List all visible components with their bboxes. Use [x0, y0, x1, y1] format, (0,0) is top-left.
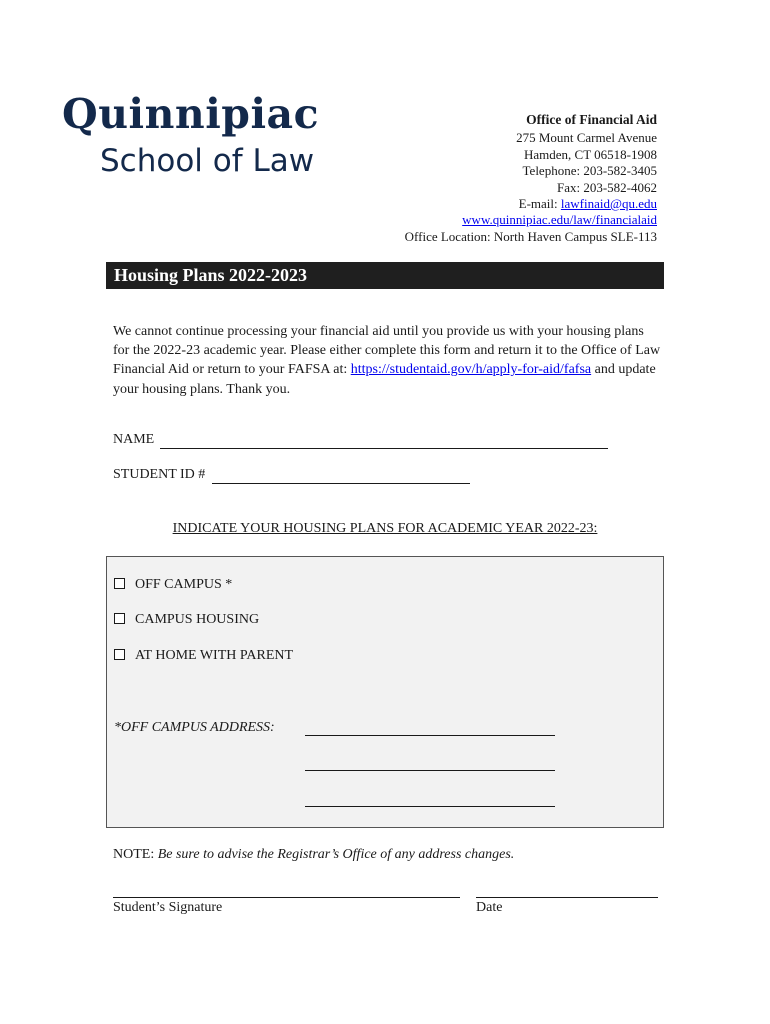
office-fax: Fax: 203-582-4062 — [556, 179, 657, 195]
office-contact-block — [405, 112, 657, 245]
office-email-row — [405, 196, 657, 212]
address-line-2[interactable] — [305, 755, 555, 771]
intro-paragraph — [113, 322, 663, 399]
address-line-1[interactable] — [305, 720, 555, 736]
off-campus-address-label: *OFF CAMPUS ADDRESS: — [114, 720, 275, 735]
date-line[interactable] — [476, 897, 658, 898]
option-label: CAMPUS HOUSING — [135, 612, 260, 627]
logo-school-name: School of Law — [100, 143, 315, 179]
housing-instruction: INDICATE YOUR HOUSING PLANS FOR ACADEMIC YEAR 2022-23: — [172, 521, 598, 536]
note — [113, 847, 514, 863]
office-title: Office of Financial Aid — [526, 112, 657, 127]
option-off-campus[interactable] — [114, 577, 232, 593]
intro-end: and update your housing plans. Thank you. — [113, 362, 656, 397]
office-website-row — [405, 212, 657, 228]
checkbox-icon[interactable] — [114, 613, 125, 624]
option-label: AT HOME WITH PARENT — [135, 648, 294, 663]
housing-options-box — [106, 556, 664, 828]
checkbox-icon[interactable] — [114, 578, 125, 589]
office-email-label: E-mail: — [518, 196, 561, 212]
name-field-line[interactable] — [160, 432, 608, 449]
office-location: Office Location: North Haven Campus SLE-113 — [404, 228, 657, 244]
checkbox-icon[interactable] — [114, 649, 125, 660]
date-label: Date — [476, 900, 503, 915]
office-website-link[interactable]: www.quinnipiac.edu/law/financialaid — [462, 212, 657, 228]
signature-label: Student’s Signature — [113, 900, 223, 915]
form-title: Housing Plans 2022-2023 — [114, 265, 308, 285]
option-campus-housing[interactable] — [114, 612, 259, 628]
form-title-banner — [106, 262, 664, 289]
office-address: 275 Mount Carmel Avenue — [516, 130, 657, 146]
option-home-with-parent[interactable] — [114, 648, 293, 664]
note-text: Be sure to advise the Registrar’s Office of any address changes. — [157, 847, 515, 862]
office-city: Hamden, CT 06518-1908 — [524, 146, 657, 162]
name-label: NAME — [113, 432, 155, 447]
logo-wordmark: Quinnipiac — [62, 90, 320, 138]
office-telephone: Telephone: 203-582-3405 — [522, 163, 657, 179]
option-label: OFF CAMPUS * — [135, 577, 233, 592]
student-id-field-line[interactable] — [212, 467, 470, 484]
student-id-label: STUDENT ID # — [113, 467, 206, 482]
signature-line[interactable] — [113, 897, 460, 898]
note-label: NOTE: — [113, 847, 158, 862]
fafsa-link[interactable]: https://studentaid.gov/h/apply-for-aid/fafsa — [350, 362, 592, 378]
office-email-link[interactable]: lawfinaid@qu.edu — [560, 196, 657, 212]
intro-text: We cannot continue processing your financial aid until you provide us with your housing plans for the 2022-23 academic year. Please either complete this form and return it to the Office of Law Financial Aid or return to your FAFSA at: — [113, 324, 661, 378]
address-line-3[interactable] — [305, 791, 555, 807]
